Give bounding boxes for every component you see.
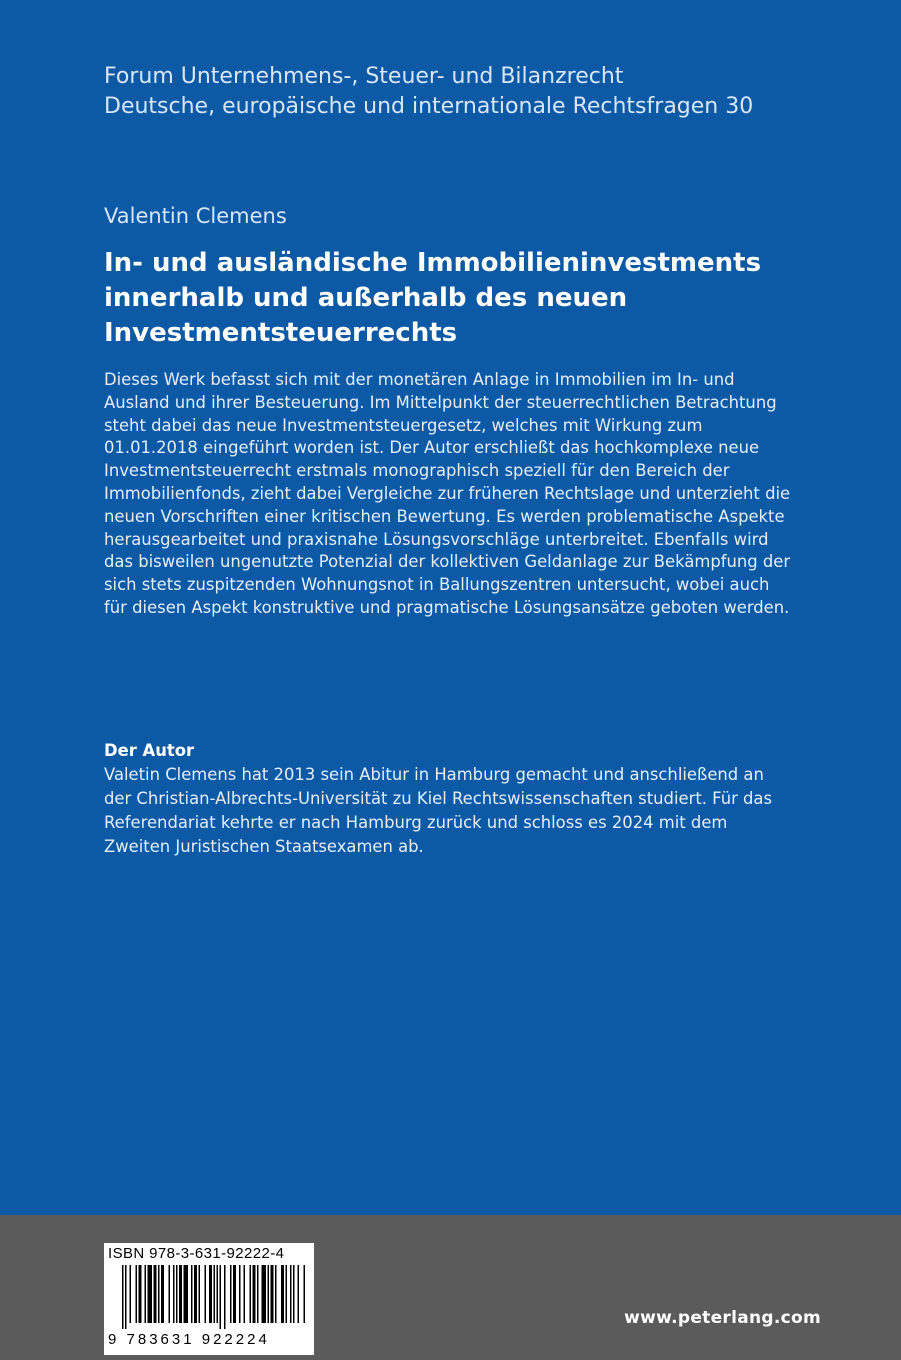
barcode-bar — [224, 1265, 226, 1329]
barcode-bar — [220, 1265, 222, 1329]
barcode-bar — [250, 1265, 252, 1323]
isbn-text: ISBN 978-3-631-92222-4 — [108, 1245, 285, 1262]
barcode-bar — [244, 1265, 246, 1323]
barcode-bar — [298, 1265, 300, 1323]
barcode-bar — [217, 1265, 219, 1323]
barcode-bar — [230, 1265, 232, 1323]
barcode-bar — [145, 1265, 147, 1323]
barcode-bar — [271, 1265, 274, 1323]
series-name: Forum Unternehmens-, Steuer- und Bilanzrecht — [104, 64, 624, 89]
barcode-bar — [161, 1265, 164, 1323]
series-title — [104, 62, 864, 122]
book-title — [104, 246, 824, 351]
barcode-bar — [275, 1265, 277, 1323]
barcode-bar — [268, 1265, 270, 1323]
barcode-bar — [214, 1265, 216, 1323]
barcode-bar — [281, 1265, 284, 1323]
barcode-bar — [262, 1265, 267, 1323]
barcode-bar — [239, 1265, 241, 1323]
barcode-bar — [233, 1265, 236, 1323]
barcode-bar — [169, 1265, 171, 1323]
ean-digits: 9 783631 922224 — [108, 1331, 270, 1348]
barcode-bar — [304, 1265, 306, 1323]
book-title-line-2: innerhalb und außerhalb des neuen — [104, 283, 628, 313]
barcode-label — [104, 1243, 314, 1355]
barcode-bar — [139, 1265, 142, 1323]
publisher-website: www.peterlang.com — [624, 1308, 821, 1328]
barcode-bar — [136, 1265, 138, 1323]
barcode-bar — [179, 1265, 182, 1323]
barcode-bar — [205, 1265, 207, 1323]
book-title-line-1: In- und ausländische Immobilieninvestments — [104, 248, 762, 278]
series-subtitle: Deutsche, europäische und internationale Rechtsfragen 30 — [104, 94, 754, 119]
barcode-bar — [257, 1265, 259, 1323]
barcode-bar — [173, 1265, 175, 1323]
barcode-bar — [286, 1265, 288, 1323]
barcode-bar — [148, 1265, 153, 1323]
barcode-bar — [191, 1265, 193, 1323]
author-name: Valentin Clemens — [104, 204, 287, 228]
barcode — [104, 1265, 314, 1329]
barcode-bar — [184, 1265, 189, 1323]
book-description: Dieses Werk befasst sich mit der monetären Anlage in Immobilien im In- und Ausland und ihrer Besteuerung. Im Mittelpunkt der steuerrechtlichen Betrachtung steht dabei das neue Investmentsteuergesetz, welches mit Wirkung zum 01.01.2018 eingeführt worden ist. Der Autor erschließt das hochkomplexe neue Investmentsteuerrecht erstmals monographisch speziell für den Bereich der Immobilienfonds, zieht dabei Vergleiche zur früheren Rechtslage und unterzieht die neuen Vorschriften einer kritischen Bewertung. Es werden problematische Aspekte herausgearbeitet und praxisnahe Lösungsvorschläge unterbreitet. Ebenfalls wird das bisweilen ungenutzte Potenzial der kollektiven Geldanlage zur Bekämpfung der sich stets zuspitzenden Wohnungsnot in Ballungszentren untersucht, wobei auch für diesen Aspekt konstruktive und pragmatische Lösungsansätze geboten werden. — [104, 370, 791, 617]
barcode-bar — [199, 1265, 201, 1323]
barcode-bar — [130, 1265, 132, 1323]
barcode-bar — [122, 1265, 124, 1329]
barcode-bar — [290, 1265, 292, 1323]
barcode-bar — [194, 1265, 197, 1323]
barcode-bar — [176, 1265, 178, 1323]
about-author-text: Valetin Clemens hat 2013 sein Abitur in Hamburg gemacht und anschließend an der Christian-Albrechts-Universität zu Kiel Rechtswissenschaften studiert. Für das Referendariat kehrte er nach Hamburg zurück und schloss es 2024 mit dem Zweiten Juristischen Staatsexamen ab. — [104, 765, 773, 856]
barcode-bar — [158, 1265, 160, 1323]
barcode-bar — [154, 1265, 157, 1323]
barcode-bar — [209, 1265, 212, 1323]
book-title-line-3: Investmentsteuerrechts — [104, 318, 458, 348]
about-author — [104, 739, 794, 859]
barcode-bar — [253, 1265, 256, 1323]
barcode-bar — [125, 1265, 127, 1329]
about-author-heading: Der Autor — [104, 741, 195, 760]
barcode-bar — [293, 1265, 295, 1323]
